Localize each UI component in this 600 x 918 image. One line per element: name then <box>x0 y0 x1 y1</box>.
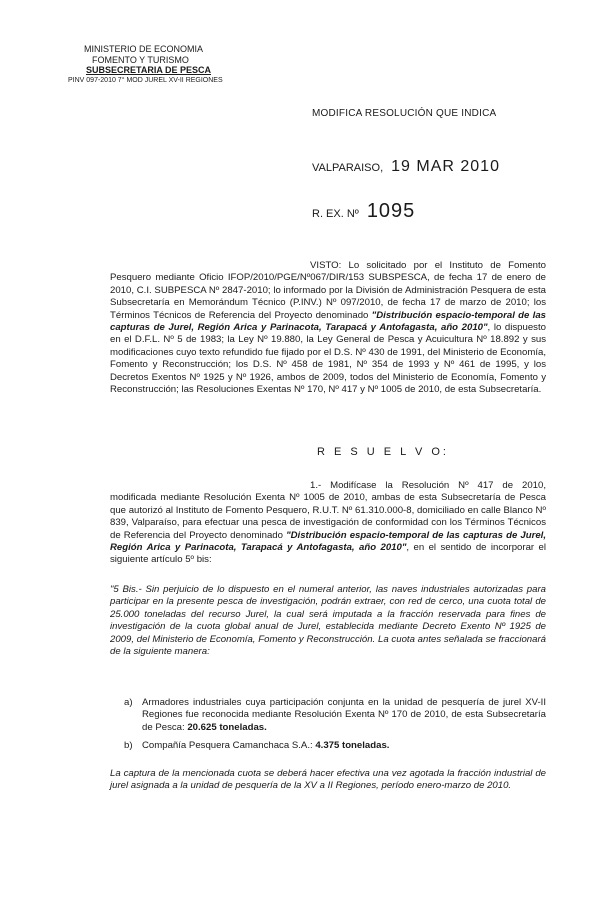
reference-title: MODIFICA RESOLUCIÓN QUE INDICA <box>312 108 497 119</box>
subsecretaria-name: SUBSECRETARIA DE PESCA <box>86 65 212 75</box>
rex-label: R. EX. Nº <box>312 208 359 220</box>
ministry-subtitle: FOMENTO Y TURISMO <box>92 54 189 65</box>
rex-number: 1095 <box>366 200 416 222</box>
place: VALPARAISO, <box>312 162 384 174</box>
document-code: PINV 097-2010 7° MOD JUREL XV-II REGIONES <box>68 76 223 84</box>
place-date <box>312 158 500 176</box>
closing-paragraph: La captura de la mencionada cuota se deberá hacer efectiva una vez agotada la fracción industrial de jurel asignada a la unidad de pesquería de la XV a II Regiones, período enero-marzo de 2010. <box>110 768 546 792</box>
article-5-bis: "5 Bis.- Sin perjuicio de lo dispuesto en el numeral anterior, las naves industriales autorizadas para participar en la presente pesca de investigación, podrán extraer, con red de cerco, una cuota total de 25.000 toneladas del recurso Jurel, la cual será imputada a la fracción reservada para fines de investigación de la cuota global anual de Jurel, establecida mediante Decreto Exento Nº 1925 de 2009, del Ministerio de Economía, Fomento y Reconstrucción. La cuota antes señalada se fraccionará de la siguiente manera: <box>110 584 546 658</box>
visto-paragraph: VISTO: Lo solicitado por el Instituto de Fomento Pesquero mediante Oficio IFOP/2010/PGE/Nº067/DIR/153 SUBSPESCA, de fecha 17 de enero de 2010, C.I. SUBPESCA Nº 2847-2010; lo informado por la División de Administración Pesquera de esta Subsecretaría en Memorándum Técnico (P.INV.) Nº 097/2010, de fecha 17 de marzo de 2010; los Términos Técnicos de Referencia del Proyecto denominado "Distribución espacio-temporal de las capturas de Jurel, Región Arica y Parinacota, Tarapacá y Antofagasta, año 2010", lo dispuesto en el D.F.L. Nº 5 de 1983; la Ley Nº 19.880, la Ley General de Pesca y Acuicultura Nº 18.892 y sus modificaciones cuyo texto refundido fue fijado por el D.S. Nº 430 de 1991, del Ministerio de Economía, Fomento y Reconstrucción; los D.S. Nº 458 de 1981, Nº 354 de 1993 y Nº 461 de 1995, y los Decretos Exentos Nº 1925 y Nº 1926, ambos de 2009, todos del Ministerio de Economía, Fomento y Reconstrucción; las Resoluciones Exentas Nº 170, Nº 417 y Nº 1005 de 2010, de esta Subsecretaría. <box>110 260 546 396</box>
list-item: a) Armadores industriales cuya participación conjunta en la unidad de pesquería de jurel XV-II Regiones fue reconocida mediante Resolución Exenta Nº 170 de 2010, de esta Subsecretaría de Pesca: 20.625 toneladas. <box>124 697 546 733</box>
project-title: "Distribución espacio-temporal de las capturas de Jurel, Región Arica y Parinacota, Tarapacá y Antofagasta, año 2010" <box>110 309 546 334</box>
resuelvo-heading: R E S U E L V O: <box>317 446 449 458</box>
letterhead <box>68 44 223 86</box>
quota-list <box>124 697 546 753</box>
date-stamp: 19 MAR 2010 <box>391 158 500 175</box>
list-item: b) Compañía Pesquera Camanchaca S.A.: 4.375 toneladas. <box>124 740 390 752</box>
ministry-name: MINISTERIO DE ECONOMIA <box>84 44 204 54</box>
project-title-2: "Distribución espacio-temporal de las capturas de Jurel, Región Arica y Parinacota, Tarapacá y Antofagasta, año 2010" <box>110 529 546 554</box>
resolution-number <box>312 200 415 223</box>
article-1: 1.- Modifícase la Resolución Nº 417 de 2010, modificada mediante Resolución Exenta Nº 1005 de 2010, ambas de esta Subsecretaría de Pesca que autorizó al Instituto de Fomento Pesquero, R.U.T. Nº 61.310.000-8, domiciliado en calle Blanco Nº 839, Valparaíso, para efectuar una pesca de investigación de conformidad con los Términos Técnicos de Referencia del Proyecto denominado "Distribución espacio-temporal de las capturas de Jurel, Región Arica y Parinacota, Tarapacá y Antofagasta, año 2010", en el sentido de incorporar el siguiente artículo 5º bis: <box>110 480 546 566</box>
